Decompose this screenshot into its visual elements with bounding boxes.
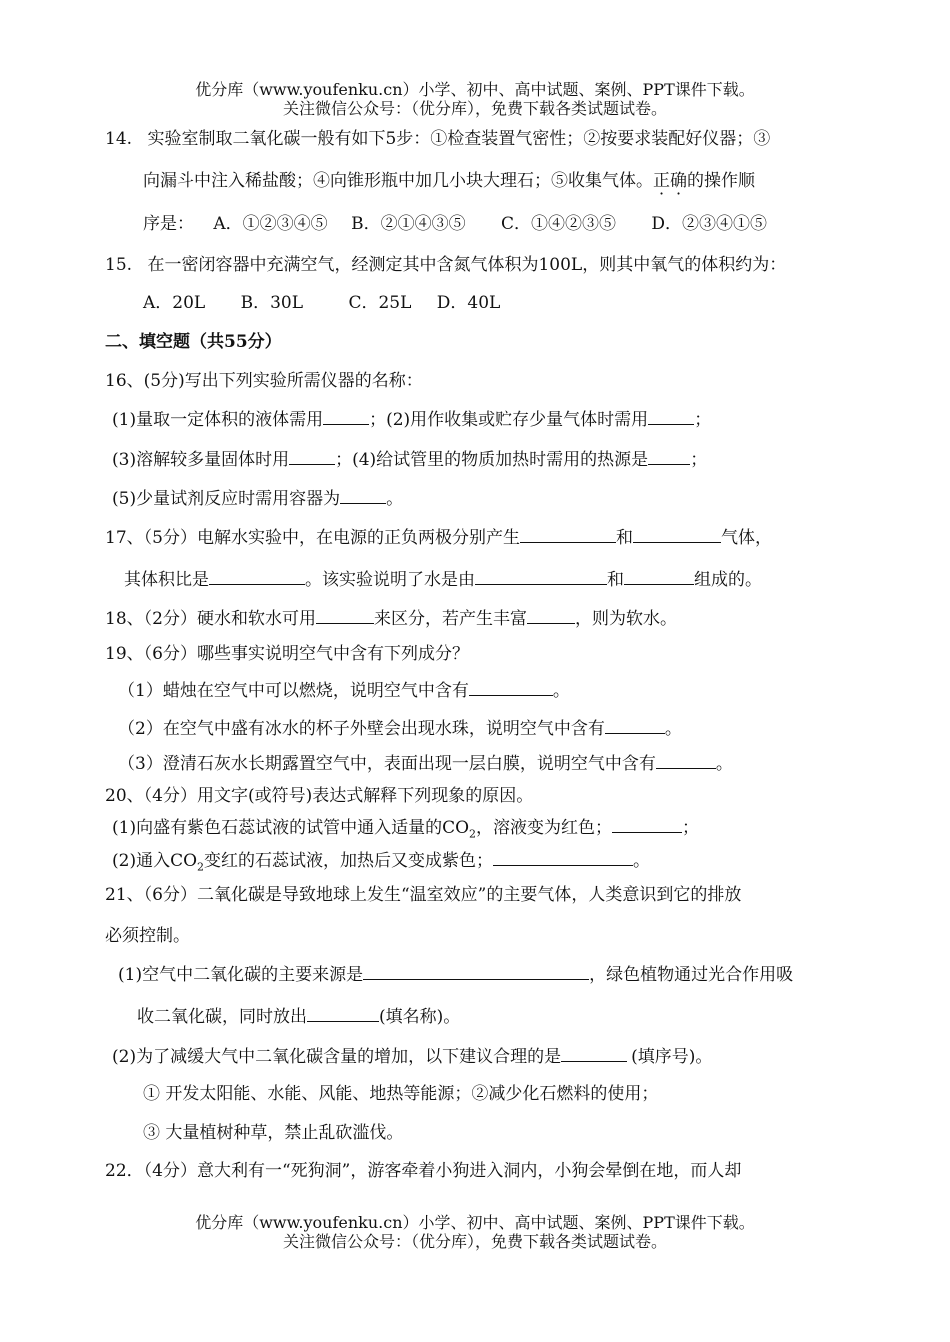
answer-blank[interactable] bbox=[561, 1045, 627, 1062]
q22-line-1: 22．（4分）意大利有一“死狗洞”，游客牵着小狗进入洞内，小狗会晕倒在地，而人却 bbox=[105, 1161, 742, 1181]
q19-text-3: （3）澄清石灰水长期露置空气中，表面出现一层白膜，说明空气中含有 bbox=[118, 754, 656, 774]
q18-text-3: ，则为软水。 bbox=[574, 609, 677, 629]
q17-text-6: 和 bbox=[607, 570, 624, 590]
q20-line-1 bbox=[112, 816, 699, 845]
q17-text-7: 组成的。 bbox=[694, 570, 762, 590]
answer-blank[interactable] bbox=[605, 717, 665, 734]
q15-option-a: A．20L bbox=[143, 293, 206, 313]
q17-text-5: 。该实验说明了水是由 bbox=[305, 570, 475, 590]
q16-part-7: (5)少量试剂反应时需用容器为 bbox=[112, 489, 341, 509]
answer-blank[interactable] bbox=[624, 568, 694, 585]
q14-option-a: A．①②③④⑤ bbox=[213, 214, 328, 234]
q14-option-c: C．①④②③⑤ bbox=[501, 214, 617, 234]
q21-text-3b: (填序号)。 bbox=[631, 1047, 713, 1067]
q19-line-1 bbox=[118, 679, 570, 702]
q20-text-2c: 。 bbox=[633, 851, 651, 871]
q16-stem: 16、(5分)写出下列实验所需仪器的名称： bbox=[105, 371, 423, 391]
q21-line-3 bbox=[118, 963, 793, 986]
subscript: 2 bbox=[197, 860, 205, 874]
q19-text-3b: 。 bbox=[715, 754, 733, 774]
q14-line-1 bbox=[105, 128, 770, 150]
q15-options bbox=[143, 292, 500, 314]
q21-text-1: (1)空气中二氧化碳的主要来源是 bbox=[118, 965, 364, 985]
answer-blank[interactable] bbox=[363, 963, 589, 980]
q14-option-b: B．②①④③⑤ bbox=[351, 214, 466, 234]
q20-text-2: (2)通入CO bbox=[112, 851, 198, 871]
footer-line-1: 优分库（www.youfenku.cn）小学、初中、高中试题、案例、PPT课件下载。 bbox=[195, 1213, 755, 1232]
q21-option-line-2: ③ 大量植树种草，禁止乱砍滥伐。 bbox=[143, 1123, 404, 1143]
q17-line-2 bbox=[124, 568, 762, 591]
q20-line-2 bbox=[112, 849, 650, 878]
header-line-2: 关注微信公众号：（优分库），免费下载各类试题试卷。 bbox=[282, 99, 667, 118]
q20-stem: 20、（4分）用文字(或符号)表达式解释下列现象的原因。 bbox=[105, 786, 534, 806]
q20-text-2b: 变红的石蕊试液，加热后又变成紫色； bbox=[204, 851, 494, 871]
q15-option-d: D．40L bbox=[436, 293, 501, 313]
section-title: 二、填空题（共55分） bbox=[105, 332, 282, 352]
q15-text: 在一密闭容器中充满空气，经测定其中含氮气体积为100L，则其中氧气的体积约为： bbox=[147, 255, 787, 275]
answer-blank[interactable] bbox=[656, 752, 716, 769]
q17-text-4: 其体积比是 bbox=[124, 570, 209, 590]
q16-line-1 bbox=[112, 408, 711, 431]
q19-text-2: （2）在空气中盛有冰水的杯子外壁会出现水珠，说明空气中含有 bbox=[118, 719, 605, 739]
q15-option-b: B．30L bbox=[240, 293, 304, 313]
q21-line-1: 21、（6分）二氧化碳是导致地球上发生“温室效应”的主要气体，人类意识到它的排放 bbox=[105, 885, 742, 905]
header-line-1: 优分库（www.youfenku.cn）小学、初中、高中试题、案例、PPT课件下载。 bbox=[195, 80, 755, 99]
q19-line-3 bbox=[118, 752, 733, 775]
q17-text-2: 和 bbox=[615, 528, 633, 548]
q19-stem: 19、（6分）哪些事实说明空气中含有下列成分？ bbox=[105, 644, 469, 664]
q20-text-1b: ，溶液变为红色； bbox=[476, 818, 613, 838]
q14-option-d: D．②③④①⑤ bbox=[651, 214, 768, 234]
answer-blank[interactable] bbox=[323, 408, 369, 425]
page-header bbox=[0, 80, 950, 118]
q19-text-2b: 。 bbox=[664, 719, 682, 739]
q17-text-1: 17、（5分）电解水实验中，在电源的正负两极分别产生 bbox=[105, 528, 520, 548]
answer-blank[interactable] bbox=[493, 849, 633, 866]
q14-text-2: 向漏斗中注入稀盐酸；④向锥形瓶中加几小块大理石；⑤收集气体。 bbox=[143, 171, 653, 191]
q21-text-2b: (填名称)。 bbox=[379, 1007, 461, 1027]
q16-part-1: (1)量取一定体积的液体需用 bbox=[112, 410, 324, 430]
q20-text-1: (1)向盛有紫色石蕊试液的试管中通入适量的CO bbox=[112, 818, 470, 838]
q16-part-3: ； bbox=[694, 410, 712, 430]
q19-text-1: （1）蜡烛在空气中可以燃烧，说明空气中含有 bbox=[118, 681, 469, 701]
q16-part-8: 。 bbox=[386, 489, 404, 509]
q16-part-2: ；(2)用作收集或贮存少量气体时需用 bbox=[369, 410, 649, 430]
subscript: 2 bbox=[469, 827, 477, 841]
q15-line-1 bbox=[105, 254, 786, 276]
q19-line-2 bbox=[118, 717, 682, 740]
answer-blank[interactable] bbox=[475, 568, 607, 585]
q18-text-1: 18、（2分）硬水和软水可用 bbox=[105, 609, 316, 629]
answer-blank[interactable] bbox=[340, 487, 386, 504]
q21-option-line-1: ① 开发太阳能、水能、风能、地热等能源；②减少化石燃料的使用； bbox=[143, 1084, 659, 1104]
answer-blank[interactable] bbox=[612, 816, 682, 833]
answer-blank[interactable] bbox=[209, 568, 305, 585]
q15-option-c: C．25L bbox=[348, 293, 412, 313]
answer-blank[interactable] bbox=[469, 679, 553, 696]
q14-number: 14. bbox=[105, 129, 133, 149]
answer-blank[interactable] bbox=[316, 607, 374, 624]
q16-part-4: (3)溶解较多量固体时用 bbox=[112, 450, 290, 470]
answer-blank[interactable] bbox=[648, 408, 694, 425]
q19-text-1b: 。 bbox=[552, 681, 570, 701]
page-footer bbox=[0, 1213, 950, 1251]
q14-text-3: 序是： bbox=[143, 214, 194, 234]
q21-line-2: 必须控制。 bbox=[105, 926, 190, 946]
q21-text-3: (2)为了减缓大气中二氧化碳含量的增加，以下建议合理的是 bbox=[112, 1047, 562, 1067]
q14-text-1: 实验室制取二氧化碳一般有如下5步：①检查装置气密性；②按要求装配好仪器；③ bbox=[147, 129, 771, 149]
q14-line-2 bbox=[143, 170, 755, 192]
answer-blank[interactable] bbox=[307, 1005, 379, 1022]
q21-line-4 bbox=[137, 1005, 460, 1028]
q18-line bbox=[105, 607, 677, 630]
answer-blank[interactable] bbox=[520, 526, 616, 543]
answer-blank[interactable] bbox=[527, 607, 575, 624]
q15-number: 15. bbox=[105, 255, 133, 275]
answer-blank[interactable] bbox=[633, 526, 721, 543]
q17-line-1 bbox=[105, 526, 772, 549]
q20-text-1c: ； bbox=[682, 818, 700, 838]
q14-text-2b: 的操作顺 bbox=[687, 171, 755, 191]
footer-line-2: 关注微信公众号：（优分库），免费下载各类试题试卷。 bbox=[282, 1232, 667, 1251]
emphasis-char: 确 bbox=[670, 171, 687, 191]
q21-text-1b: ，绿色植物通过光合作用吸 bbox=[589, 965, 794, 985]
q21-text-2: 收二氧化碳，同时放出 bbox=[137, 1007, 307, 1027]
answer-blank[interactable] bbox=[289, 448, 335, 465]
q14-line-3 bbox=[143, 213, 767, 235]
q16-part-6: ； bbox=[690, 450, 708, 470]
q16-line-2 bbox=[112, 448, 707, 471]
q21-line-5 bbox=[112, 1045, 712, 1068]
emphasis-char: 正 bbox=[653, 171, 670, 191]
q17-text-3: 气体， bbox=[720, 528, 772, 548]
answer-blank[interactable] bbox=[648, 448, 690, 465]
q16-part-5: ；(4)给试管里的物质加热时需用的热源是 bbox=[335, 450, 649, 470]
q16-line-3 bbox=[112, 487, 403, 510]
q18-text-2: 来区分，若产生丰富 bbox=[373, 609, 527, 629]
